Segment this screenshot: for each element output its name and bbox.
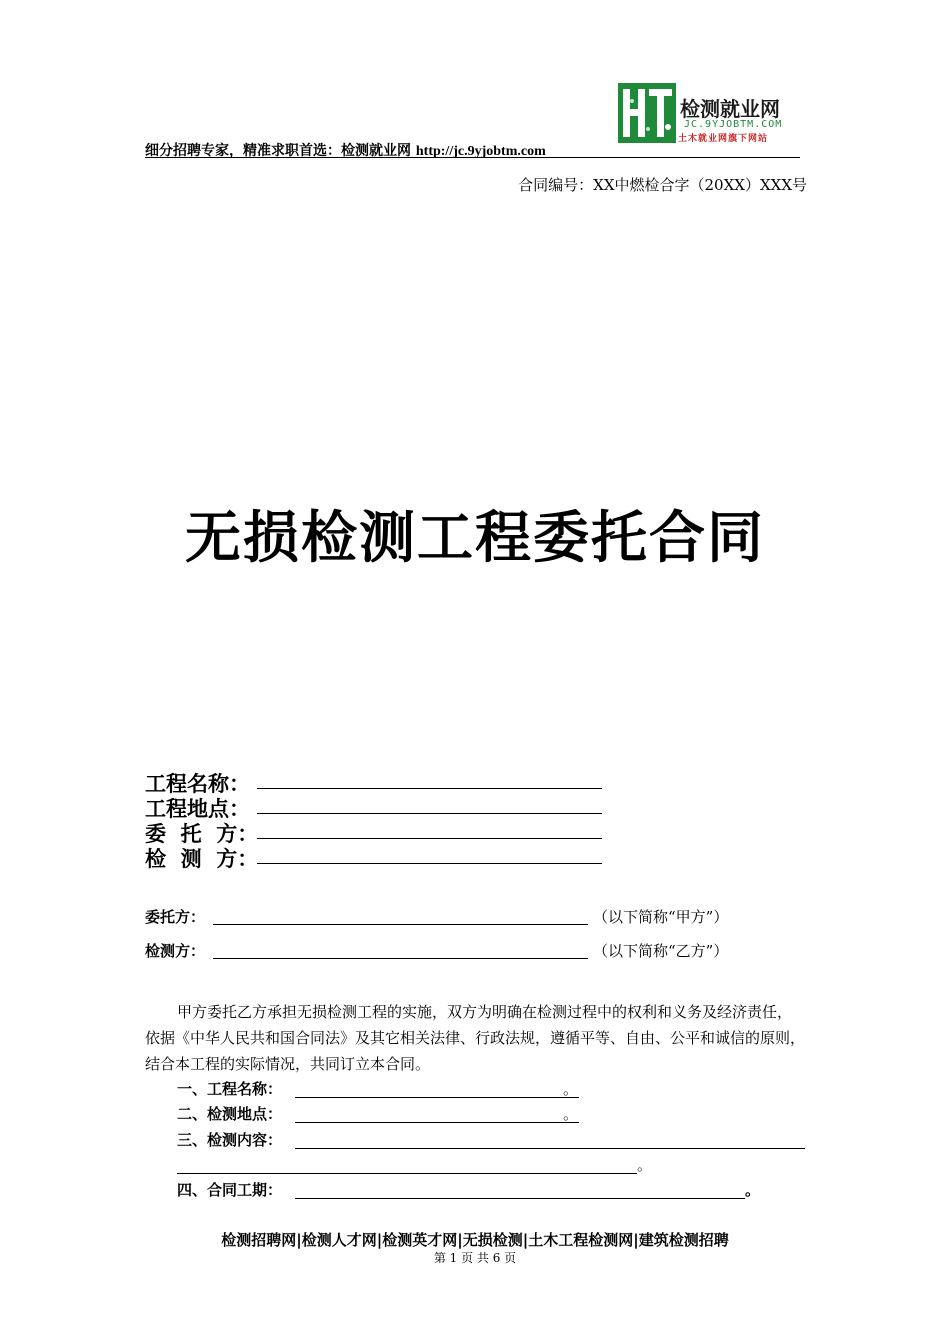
cover-field-project-name xyxy=(145,768,257,794)
logo-domain: JC.9YJOBTM.COM xyxy=(684,119,783,130)
item-end: 。 xyxy=(563,1080,579,1098)
item-end: 。 xyxy=(745,1181,761,1199)
blank-line[interactable] xyxy=(213,958,588,959)
blank-line[interactable] xyxy=(257,838,602,839)
cover-field-label: 工程名称： xyxy=(145,772,250,796)
party-label: 委托方： xyxy=(145,908,206,926)
blank-line[interactable] xyxy=(213,924,588,925)
logo-tagline: 土木就业网旗下网站 xyxy=(678,134,769,144)
item-label: 四、合同工期： xyxy=(177,1181,283,1199)
preamble-paragraph: 甲方委托乙方承担无损检测工程的实施，双方为明确在检测过程中的权利和义务及经济责任，依据《中华人民共和国合同法》及其它相关法律、行政法规，遵循平等、自由、公平和诚信的原则，结合本工程的实际情况，共同订立本合同。 xyxy=(145,1003,806,1073)
cover-field-label: 委 托 方： xyxy=(145,822,259,846)
item-inspection-location xyxy=(177,1103,579,1124)
cover-field-inspector xyxy=(145,843,257,869)
item-inspection-content xyxy=(177,1129,282,1150)
party-row-client xyxy=(145,906,729,927)
blank-line[interactable] xyxy=(295,1148,805,1149)
blank-line[interactable] xyxy=(295,1122,579,1123)
header-divider xyxy=(145,157,800,158)
party-row-inspector xyxy=(145,940,729,961)
item-label: 一、工程名称： xyxy=(177,1080,283,1098)
document-title: 无损检测工程委托合同 xyxy=(185,506,765,571)
blank-line[interactable] xyxy=(257,863,602,864)
cover-field-label: 工程地点： xyxy=(145,797,250,821)
party-note: （以下简称“乙方”） xyxy=(593,942,729,960)
contract-number: 合同编号：XX中燃检合字（20XX）XXX号 xyxy=(518,176,807,194)
blank-line[interactable] xyxy=(295,1097,579,1098)
cover-field-client xyxy=(145,818,257,844)
page-number: 第 1 页 共 6 页 xyxy=(433,1251,517,1265)
blank-line[interactable] xyxy=(257,813,602,814)
header-slogan-text: 细分招聘专家，精准求职首选：检测就业网 xyxy=(145,143,411,159)
logo-name: 检测就业网 xyxy=(680,97,780,121)
item-label: 三、检测内容： xyxy=(177,1131,283,1149)
party-note: （以下简称“甲方”） xyxy=(593,908,729,926)
blank-line[interactable] xyxy=(177,1173,637,1174)
cover-field-project-location xyxy=(145,793,257,819)
site-logo[interactable] xyxy=(618,83,804,143)
item-end: 。 xyxy=(637,1156,653,1174)
blank-line[interactable] xyxy=(257,788,602,789)
item-project-name xyxy=(177,1078,579,1099)
footer-links[interactable]: 检测招聘网|检测人才网|检测英才网|无损检测|土木工程检测网|建筑检测招聘 xyxy=(221,1231,729,1249)
cover-field-label: 检 测 方： xyxy=(145,847,259,871)
party-label: 检测方： xyxy=(145,942,206,960)
item-end: 。 xyxy=(563,1105,579,1123)
item-contract-period xyxy=(177,1179,761,1200)
item-label: 二、检测地点： xyxy=(177,1105,283,1123)
blank-line[interactable] xyxy=(295,1198,745,1199)
header-url[interactable]: http://jc.9yjobtm.com xyxy=(415,144,546,159)
